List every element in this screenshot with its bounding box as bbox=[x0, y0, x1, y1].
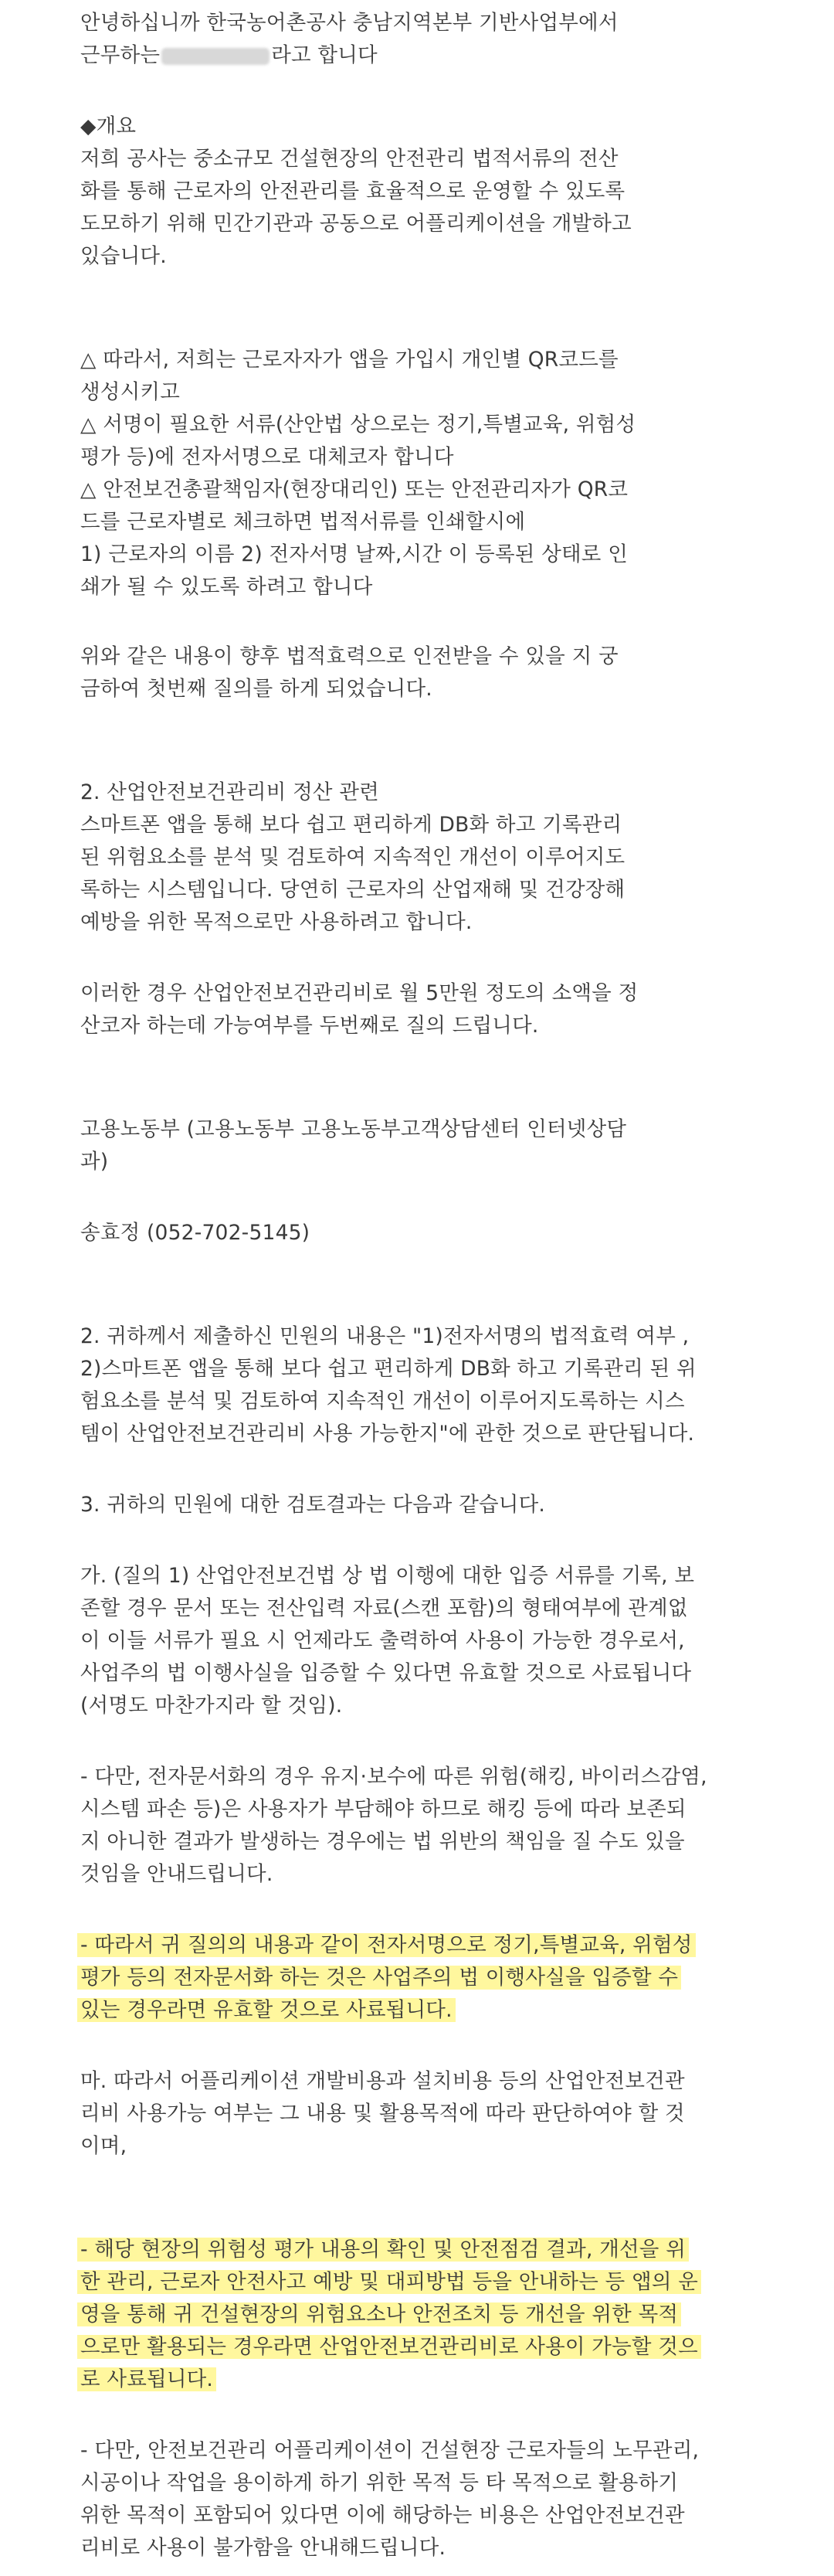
line-text: 도모하기 위해 민간기관과 공동으로 어플리케이션을 개발하고 bbox=[80, 212, 632, 236]
text-line bbox=[80, 1386, 685, 1417]
line-text: - 해당 현장의 위험성 평가 내용의 확인 및 안전점검 결과, 개선을 위 bbox=[77, 2238, 689, 2262]
line-text: 2. 귀하께서 제출하신 민원의 내용은 "1)전자서명의 법적효력 여부 , bbox=[80, 1324, 690, 1348]
text-line bbox=[80, 377, 180, 408]
line-text: - 다만, 전자문서화의 경우 유지·보수에 따른 위험(해킹, 바이러스감염, bbox=[80, 1765, 707, 1789]
text-line bbox=[80, 641, 619, 672]
text-line bbox=[80, 507, 525, 538]
text-line bbox=[80, 1321, 689, 1352]
text-line bbox=[80, 410, 636, 440]
highlighted-text-line bbox=[80, 2267, 701, 2298]
highlighted-text-line bbox=[80, 1995, 456, 2026]
highlighted-text-line bbox=[80, 1963, 681, 1993]
line-text: - 다만, 안전보건관리 어플리케이션이 건설현장 근로자들의 노무관리, bbox=[80, 2438, 700, 2462]
line-text: 것임을 안내드립니다. bbox=[80, 1862, 273, 1886]
line-text: 스마트폰 앱을 통해 보다 쉽고 편리하게 DB화 하고 기록관리 bbox=[80, 813, 622, 837]
line-text: 시공이나 작업을 용이하게 하기 위한 목적 등 타 목적으로 활용하기 bbox=[80, 2471, 679, 2495]
line-text: 2)스마트폰 앱을 통해 보다 쉽고 편리하게 DB화 하고 기록관리 된 위 bbox=[80, 1357, 697, 1381]
text-line bbox=[80, 1147, 108, 1178]
text-line bbox=[80, 1218, 310, 1249]
redacted-name bbox=[161, 48, 270, 65]
line-text: 드를 근로자별로 체크하면 법적서류를 인쇄할시에 bbox=[80, 510, 526, 534]
line-text: 위한 목적이 포함되어 있다면 이에 해당하는 비용은 산업안전보건관 bbox=[80, 2503, 685, 2527]
highlighted-text-line bbox=[80, 1930, 696, 1961]
line-text: 있는 경우라면 유효할 것으로 사료됩니다. bbox=[77, 1998, 456, 2022]
line-text: 마. 따라서 어플리케이션 개발비용과 설치비용 등의 산업안전보건관 bbox=[80, 2069, 685, 2093]
line-text: 있습니다. bbox=[80, 244, 167, 268]
text-line bbox=[80, 1490, 545, 1521]
line-text: 평가 등)에 전자서명으로 대체코자 합니다 bbox=[80, 445, 454, 469]
text-line bbox=[80, 1419, 694, 1449]
text-line bbox=[80, 1691, 342, 1721]
text-line bbox=[80, 2500, 685, 2531]
text-line bbox=[80, 345, 619, 376]
text-line bbox=[80, 442, 454, 473]
line-text: 과) bbox=[80, 1150, 109, 1174]
line-text: 로 사료됩니다. bbox=[77, 2367, 216, 2391]
line-text: 고용노동부 (고용노동부 고용노동부고객상담센터 인터넷상담 bbox=[80, 1117, 627, 1141]
line-text: 된 위험요소를 분석 및 검토하여 지속적인 개선이 이루어지도 bbox=[80, 845, 626, 869]
text-line bbox=[80, 810, 622, 841]
text-line bbox=[80, 1626, 685, 1657]
text-line bbox=[80, 209, 632, 240]
text-line bbox=[80, 144, 619, 175]
text-line bbox=[80, 907, 473, 938]
line-text: 가. (질의 1) 산업안전보건법 상 법 이행에 대한 입증 서류를 기록, 보 bbox=[80, 1564, 695, 1588]
line-text: 한 관리, 근로자 안전사고 예방 및 대피방법 등을 안내하는 등 앱의 운 bbox=[77, 2270, 701, 2294]
highlighted-text-line bbox=[80, 2234, 689, 2265]
line-text: 존할 경우 문서 또는 전산입력 자료(스캔 포함)의 형태여부에 관계없 bbox=[80, 1596, 688, 1620]
line-text: ◆개요 bbox=[80, 114, 137, 138]
text-line bbox=[80, 2131, 127, 2162]
text-line bbox=[80, 1561, 694, 1592]
line-text: 송효정 (052-702-5145) bbox=[80, 1221, 310, 1245]
line-text: 지 아니한 결과가 발생하는 경우에는 법 위반의 책임을 질 수도 있을 bbox=[80, 1830, 685, 1854]
text-line bbox=[80, 2066, 685, 2097]
highlighted-text-line bbox=[80, 2364, 216, 2395]
line-text: △ 안전보건총괄책임자(현장대리인) 또는 안전관리자가 QR코 bbox=[80, 477, 629, 501]
line-text-continued: 라고 합니다 bbox=[271, 43, 378, 67]
text-line bbox=[80, 40, 378, 71]
text-line bbox=[80, 1658, 691, 1689]
line-text: 저희 공사는 중소규모 건설현장의 안전관리 법적서류의 전산 bbox=[80, 147, 619, 171]
text-line bbox=[80, 1114, 626, 1145]
line-text: 이며, bbox=[80, 2134, 127, 2158]
text-line bbox=[80, 674, 432, 705]
line-text: 록하는 시스템입니다. 당연히 근로자의 산업재해 및 건강장해 bbox=[80, 878, 626, 902]
text-line bbox=[80, 1762, 707, 1793]
line-text: 2. 산업안전보건관리비 정산 관련 bbox=[80, 780, 379, 804]
text-line bbox=[80, 777, 379, 808]
line-text: 사업주의 법 이행사실을 입증할 수 있다면 유효할 것으로 사료됩니다 bbox=[80, 1661, 692, 1685]
text-line bbox=[80, 1827, 685, 1857]
text-line bbox=[80, 875, 625, 906]
line-text: 이 이들 서류가 필요 시 언제라도 출력하여 사용이 가능한 경우로서, bbox=[80, 1629, 685, 1653]
line-text: 1) 근로자의 이름 2) 전자서명 날짜,시간 이 등록된 상태로 인 bbox=[80, 542, 629, 566]
line-text: 영을 통해 귀 건설현장의 위험요소나 안전조치 등 개선을 위한 목적 bbox=[77, 2302, 681, 2326]
text-line bbox=[80, 241, 167, 272]
line-text: 예방을 위한 목적으로만 사용하려고 합니다. bbox=[80, 910, 473, 934]
text-line bbox=[80, 2533, 446, 2564]
line-text: 이러한 경우 산업안전보건관리비로 월 5만원 정도의 소액을 정 bbox=[80, 981, 639, 1005]
text-line bbox=[80, 2099, 685, 2129]
line-text: 생성시키고 bbox=[80, 380, 180, 404]
text-line bbox=[80, 978, 638, 1009]
text-line bbox=[80, 1794, 687, 1825]
highlighted-text-line bbox=[80, 2299, 681, 2330]
text-line bbox=[80, 1011, 539, 1042]
text-line bbox=[80, 176, 625, 207]
text-line bbox=[80, 111, 136, 142]
line-text: 3. 귀하의 민원에 대한 검토결과는 다음과 같습니다. bbox=[80, 1493, 546, 1517]
line-text: 금하여 첫번째 질의를 하게 되었습니다. bbox=[80, 677, 432, 701]
line-text: 위와 같은 내용이 향후 법적효력으로 인전받을 수 있을 지 궁 bbox=[80, 644, 619, 668]
text-line bbox=[80, 1354, 697, 1385]
line-text: △ 서명이 필요한 서류(산안법 상으로는 정기,특별교육, 위험성 bbox=[80, 413, 636, 437]
text-line bbox=[80, 1593, 688, 1624]
line-text: 산코자 하는데 가능여부를 두번째로 질의 드립니다. bbox=[80, 1014, 539, 1038]
line-text: 평가 등의 전자문서화 하는 것은 사업주의 법 이행사실을 입증할 수 bbox=[77, 1966, 681, 1990]
text-line bbox=[80, 474, 628, 505]
line-text: 근무하는 bbox=[80, 43, 161, 67]
line-text: 으로만 활용되는 경우라면 산업안전보건관리비로 사용이 가능할 것으 bbox=[77, 2335, 701, 2359]
line-text: 험요소를 분석 및 검토하여 지속적인 개선이 이루어지도록하는 시스 bbox=[80, 1389, 685, 1413]
text-line bbox=[80, 8, 619, 39]
text-line bbox=[80, 1859, 273, 1890]
text-line bbox=[80, 2468, 678, 2499]
text-line bbox=[80, 842, 625, 873]
line-text: 리비 사용가능 여부는 그 내용 및 활용목적에 따라 판단하여야 할 것 bbox=[80, 2102, 685, 2126]
line-text: 시스템 파손 등)은 사용자가 부담해야 하므로 해킹 등에 따라 보존되 bbox=[80, 1797, 687, 1821]
text-line bbox=[80, 539, 628, 570]
line-text: 안녕하십니까 한국농어촌공사 충남지역본부 기반사업부에서 bbox=[80, 11, 619, 35]
line-text: △ 따라서, 저희는 근로자자가 앱을 가입시 개인별 QR코드를 bbox=[80, 348, 619, 372]
text-line bbox=[80, 2435, 699, 2466]
text-line bbox=[80, 572, 373, 603]
line-text: 화를 통해 근로자의 안전관리를 효율적으로 운영할 수 있도록 bbox=[80, 179, 626, 203]
line-text: - 따라서 귀 질의의 내용과 같이 전자서명으로 정기,특별교육, 위험성 bbox=[77, 1933, 696, 1957]
line-text: 템이 산업안전보건관리비 사용 가능한지"에 관한 것으로 판단됩니다. bbox=[80, 1422, 695, 1446]
line-text: 쇄가 될 수 있도록 하려고 합니다 bbox=[80, 575, 373, 599]
highlighted-text-line bbox=[80, 2332, 701, 2363]
line-text: 리비로 사용이 불가함을 안내해드립니다. bbox=[80, 2536, 446, 2560]
line-text: (서명도 마찬가지라 할 것임). bbox=[80, 1694, 343, 1718]
